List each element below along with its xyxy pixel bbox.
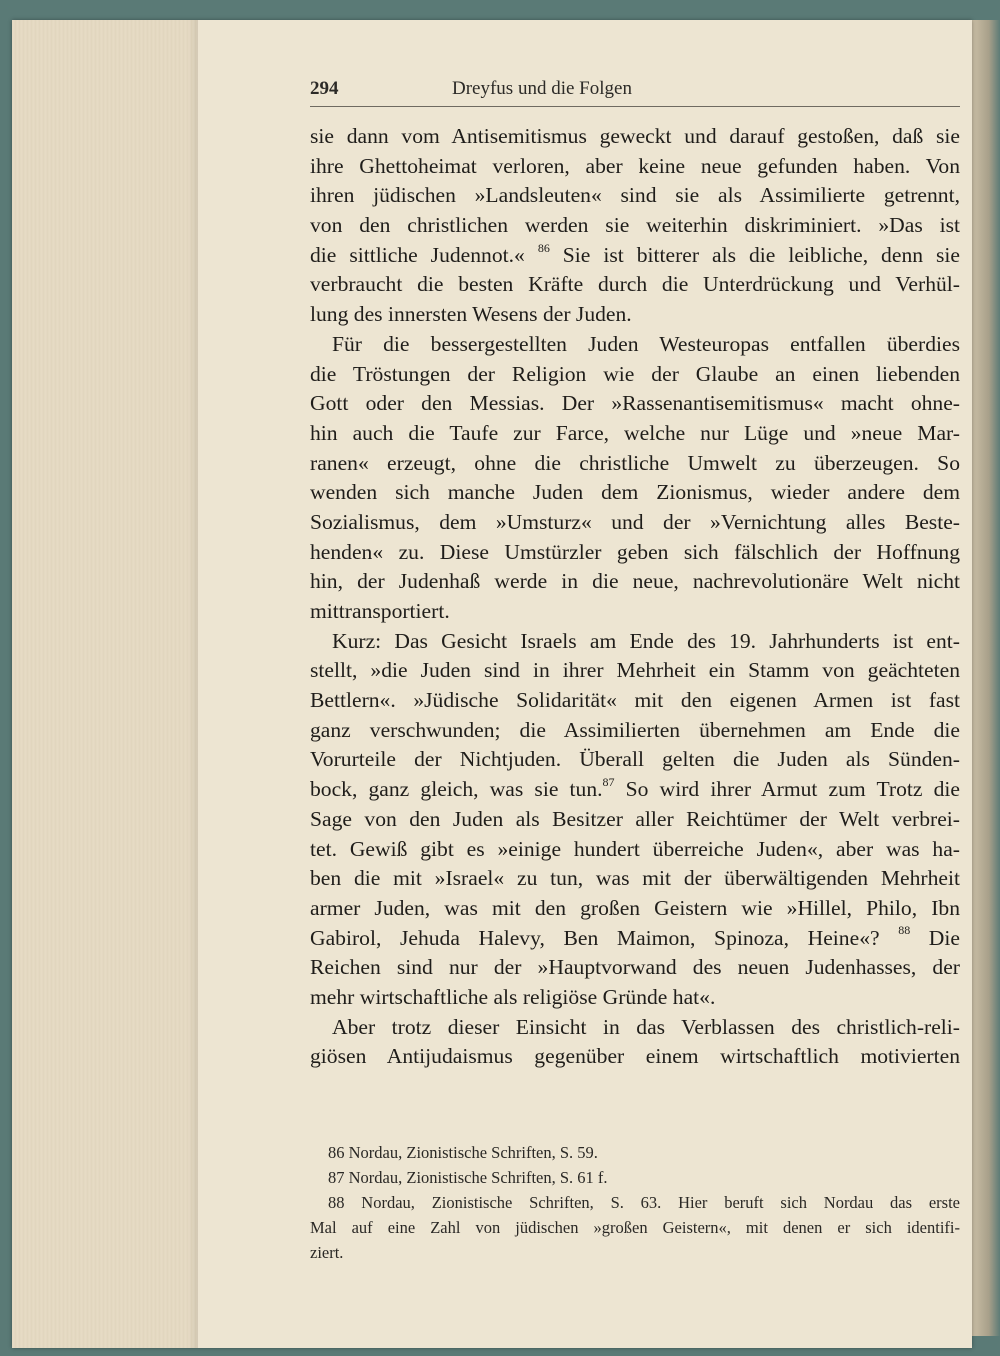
text-line: hin, der Judenhaß werde in die neue, nachrevolutionäre Welt nicht <box>310 569 960 594</box>
text-line: Vorurteile der Nichtjuden. Überall gelten die Juden als Sünden- <box>310 747 960 772</box>
text-line: armer Juden, was mit den großen Geistern wie »Hillel, Philo, Ibn <box>310 895 960 920</box>
text-line: die Tröstungen der Religion wie der Glaube an einen liebenden <box>310 361 960 386</box>
footnote-88: 88 Nordau, Zionistische Schriften, S. 63. Hier beruft sich Nordau das erste <box>328 1193 960 1212</box>
text-line: tet. Gewiß gibt es »einige hundert überreiche Juden«, aber was ha- <box>310 836 960 861</box>
book-page <box>198 20 972 1348</box>
text-line: wenden sich manche Juden dem Zionismus, wieder andere dem <box>310 480 960 505</box>
body-text <box>310 122 960 1072</box>
text-fragment: Gabirol, Jehuda Halevy, Ben Maimon, Spinoza, Heine«? <box>310 925 880 950</box>
text-line: ben die mit »Israel« zu tun, was mit der überwältigenden Mehrheit <box>310 866 960 891</box>
text-line: von den christlichen werden sie weiterhin diskriminiert. »Das ist <box>310 213 960 238</box>
footnote-ref-88: 88 <box>898 923 911 938</box>
text-line: henden« zu. Diese Umstürzler geben sich fälschlich der Hoffnung <box>310 539 960 564</box>
paragraph-1 <box>310 122 960 330</box>
footnote-86: 86 Nordau, Zionistische Schriften, S. 59. <box>328 1143 598 1162</box>
text-line <box>310 241 960 271</box>
text-line: ihre Ghettoheimat verloren, aber keine neue gefunden haben. Von <box>310 153 960 178</box>
text-line: ranen« erzeugt, ohne die christliche Umwelt zu überzeugen. So <box>310 450 960 475</box>
text-fragment: bock, ganz gleich, was sie tun. <box>310 777 603 802</box>
text-fragment: die sittliche Judennot.« <box>310 242 525 267</box>
text-line: hin auch die Taufe zur Farce, welche nur Lüge und »neue Mar- <box>310 420 960 445</box>
paragraph-4 <box>310 1013 960 1072</box>
footnote-88-continued: Mal auf eine Zahl von jüdischen »großen Geistern«, mit denen er sich identifi- <box>310 1218 960 1237</box>
footnote-87: 87 Nordau, Zionistische Schriften, S. 61 f. <box>328 1168 608 1187</box>
text-line: verbraucht die besten Kräfte durch die Unterdrückung und Verhül- <box>310 272 960 297</box>
text-line: Gott oder den Messias. Der »Rassenantisemitismus« macht ohne- <box>310 391 960 416</box>
footnote-ref-86: 86 <box>537 240 550 255</box>
text-fragment: Die <box>928 925 960 950</box>
footnote-ref-87: 87 <box>602 774 615 789</box>
text-line <box>310 775 960 805</box>
text-line: Bettlern«. »Jüdische Solidarität« mit den eigenen Armen ist fast <box>310 688 960 713</box>
text-line: stellt, »die Juden sind in ihrer Mehrheit ein Stamm von geächteten <box>310 658 960 683</box>
paragraph-3 <box>310 627 960 1013</box>
paragraph-2 <box>310 330 960 627</box>
text-line: mehr wirtschaftliche als religiöse Gründe hat«. <box>310 984 716 1009</box>
text-line: ganz verschwunden; die Assimilierten übernehmen am Ende die <box>310 717 960 742</box>
text-line: Für die bessergestellten Juden Westeuropas entfallen überdies <box>332 331 960 356</box>
page-number: 294 <box>310 78 339 99</box>
running-title: Dreyfus und die Folgen <box>452 78 632 99</box>
running-header <box>310 76 960 107</box>
page-edge-stack <box>12 20 199 1348</box>
text-line: Sage von den Juden als Besitzer aller Reichtümer der Welt verbrei- <box>310 806 960 831</box>
text-line: mittransportiert. <box>310 599 450 623</box>
text-line: ihren jüdischen »Landsleuten« sind sie als Assimilierte getrennt, <box>310 183 960 208</box>
book <box>12 20 972 1348</box>
text-line: lung des innersten Wesens der Juden. <box>310 302 632 327</box>
text-fragment: So wird ihrer Armut zum Trotz die <box>625 777 960 802</box>
text-line: Reichen sind nur der »Hauptvorwand des neuen Judenhasses, der <box>310 955 960 980</box>
text-line: giösen Antijudaismus gegenüber einem wirtschaftlich motivierten <box>310 1044 960 1069</box>
text-line: Aber trotz dieser Einsicht in das Verblassen des christlich-reli- <box>332 1014 960 1039</box>
footnote-88-end: ziert. <box>310 1243 344 1262</box>
next-page-edge <box>972 20 1000 1336</box>
text-line <box>310 924 960 954</box>
text-line: Sozialismus, dem »Umsturz« und der »Vernichtung alles Beste- <box>310 509 960 534</box>
footnotes <box>310 1140 960 1265</box>
text-fragment: Sie ist bitterer als die leibliche, denn sie <box>562 242 960 267</box>
text-line: sie dann vom Antisemitismus geweckt und darauf gestoßen, daß sie <box>310 124 960 148</box>
text-line: Kurz: Das Gesicht Israels am Ende des 19. Jahrhunderts ist ent- <box>332 628 960 653</box>
